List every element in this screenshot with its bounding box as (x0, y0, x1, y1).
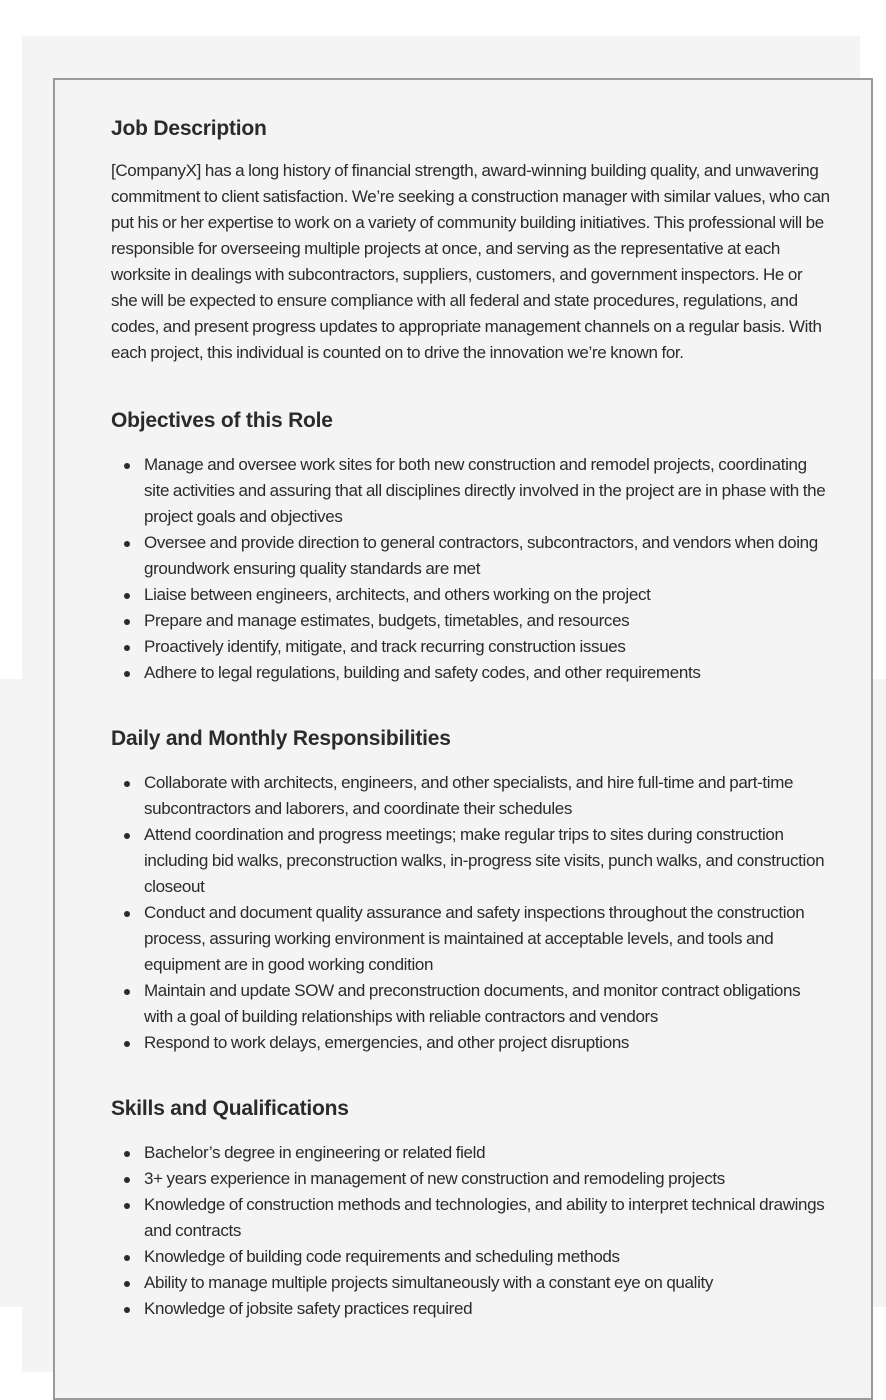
section-job-description (111, 114, 831, 366)
bullet-icon (124, 1307, 130, 1313)
bullet-icon (124, 989, 130, 995)
list-item (111, 660, 831, 686)
section-heading: Skills and Qualifications (111, 1097, 349, 1120)
list-item (111, 608, 831, 634)
list-item-text: Collaborate with architects, engineers, and other specialists, and hire full-time and part-time subcontractors and laborers, and coordinate their schedules (144, 773, 794, 818)
list-item (111, 900, 831, 978)
list-item-text: Ability to manage multiple projects simultaneously with a constant eye on quality (144, 1273, 714, 1292)
list-item (111, 582, 831, 608)
bullet-icon (124, 619, 130, 625)
list-item (111, 1140, 831, 1166)
bullet-icon (124, 911, 130, 917)
job-description-paragraph: [CompanyX] has a long history of financial strength, award-winning building quality, and unwavering commitment to client satisfaction. We’re seeking a construction manager with similar values, who can put his or her expertise to work on a variety of community building initiatives. This professional will be responsible for overseeing multiple projects at once, and serving as the representative at each worksite in dealings with subcontractors, suppliers, customers, and government inspectors. He or she will be expected to ensure compliance with all federal and state procedures, regulations, and codes, and present progress updates to appropriate management channels on a regular basis. With each project, this individual is counted on to drive the innovation we’re known for. (111, 161, 830, 362)
skills-list (111, 1140, 831, 1322)
bullet-icon (124, 1041, 130, 1047)
bullet-icon (124, 1255, 130, 1261)
bullet-icon (124, 1177, 130, 1183)
bullet-icon (124, 671, 130, 677)
section-skills (111, 1094, 831, 1322)
list-item (111, 634, 831, 660)
bullet-icon (124, 645, 130, 651)
list-item-text: Manage and oversee work sites for both new construction and remodel projects, coordinating site activities and assuring that all disciplines directly involved in the project are in phase with the project goals and objectives (144, 455, 826, 526)
list-item (111, 1296, 831, 1322)
document-frame (53, 78, 873, 1400)
responsibilities-list (111, 770, 831, 1056)
list-item-text: Oversee and provide direction to general contractors, subcontractors, and vendors when doing groundwork ensuring quality standards are met (144, 533, 818, 578)
bullet-icon (124, 833, 130, 839)
list-item (111, 822, 831, 900)
list-item-text: Attend coordination and progress meetings; make regular trips to sites during construction including bid walks, preconstruction walks, in-progress site visits, punch walks, and construction closeout (144, 825, 825, 896)
list-item (111, 1244, 831, 1270)
list-item-text: 3+ years experience in management of new construction and remodeling projects (144, 1169, 725, 1188)
document-content (111, 114, 831, 1322)
section-responsibilities (111, 724, 831, 1056)
section-heading: Job Description (111, 117, 267, 140)
objectives-list (111, 452, 831, 686)
list-item (111, 1166, 831, 1192)
list-item (111, 1270, 831, 1296)
list-item-text: Proactively identify, mitigate, and track recurring construction issues (144, 637, 626, 656)
list-item (111, 1192, 831, 1244)
bullet-icon (124, 1151, 130, 1157)
list-item-text: Conduct and document quality assurance and safety inspections throughout the construction process, assuring working environment is maintained at acceptable levels, and tools and equipment are in good working condition (144, 903, 805, 974)
list-item-text: Knowledge of jobsite safety practices required (144, 1299, 473, 1318)
list-item (111, 530, 831, 582)
list-item (111, 770, 831, 822)
bullet-icon (124, 463, 130, 469)
list-item-text: Bachelor’s degree in engineering or related field (144, 1143, 486, 1162)
list-item-text: Adhere to legal regulations, building and safety codes, and other requirements (144, 663, 701, 682)
section-objectives (111, 406, 831, 686)
bullet-icon (124, 781, 130, 787)
list-item (111, 1030, 831, 1056)
section-heading: Objectives of this Role (111, 409, 333, 432)
list-item (111, 452, 831, 530)
section-heading: Daily and Monthly Responsibilities (111, 727, 451, 750)
list-item-text: Knowledge of construction methods and technologies, and ability to interpret technical drawings and contracts (144, 1195, 825, 1240)
document-panel (22, 36, 860, 1372)
bullet-icon (124, 1203, 130, 1209)
list-item-text: Knowledge of building code requirements and scheduling methods (144, 1247, 620, 1266)
bullet-icon (124, 541, 130, 547)
list-item-text: Maintain and update SOW and preconstruction documents, and monitor contract obligations with a goal of building relationships with reliable contractors and vendors (144, 981, 801, 1026)
bullet-icon (124, 1281, 130, 1287)
list-item-text: Prepare and manage estimates, budgets, timetables, and resources (144, 611, 630, 630)
list-item-text: Liaise between engineers, architects, and others working on the project (144, 585, 651, 604)
bullet-icon (124, 593, 130, 599)
list-item-text: Respond to work delays, emergencies, and other project disruptions (144, 1033, 630, 1052)
list-item (111, 978, 831, 1030)
